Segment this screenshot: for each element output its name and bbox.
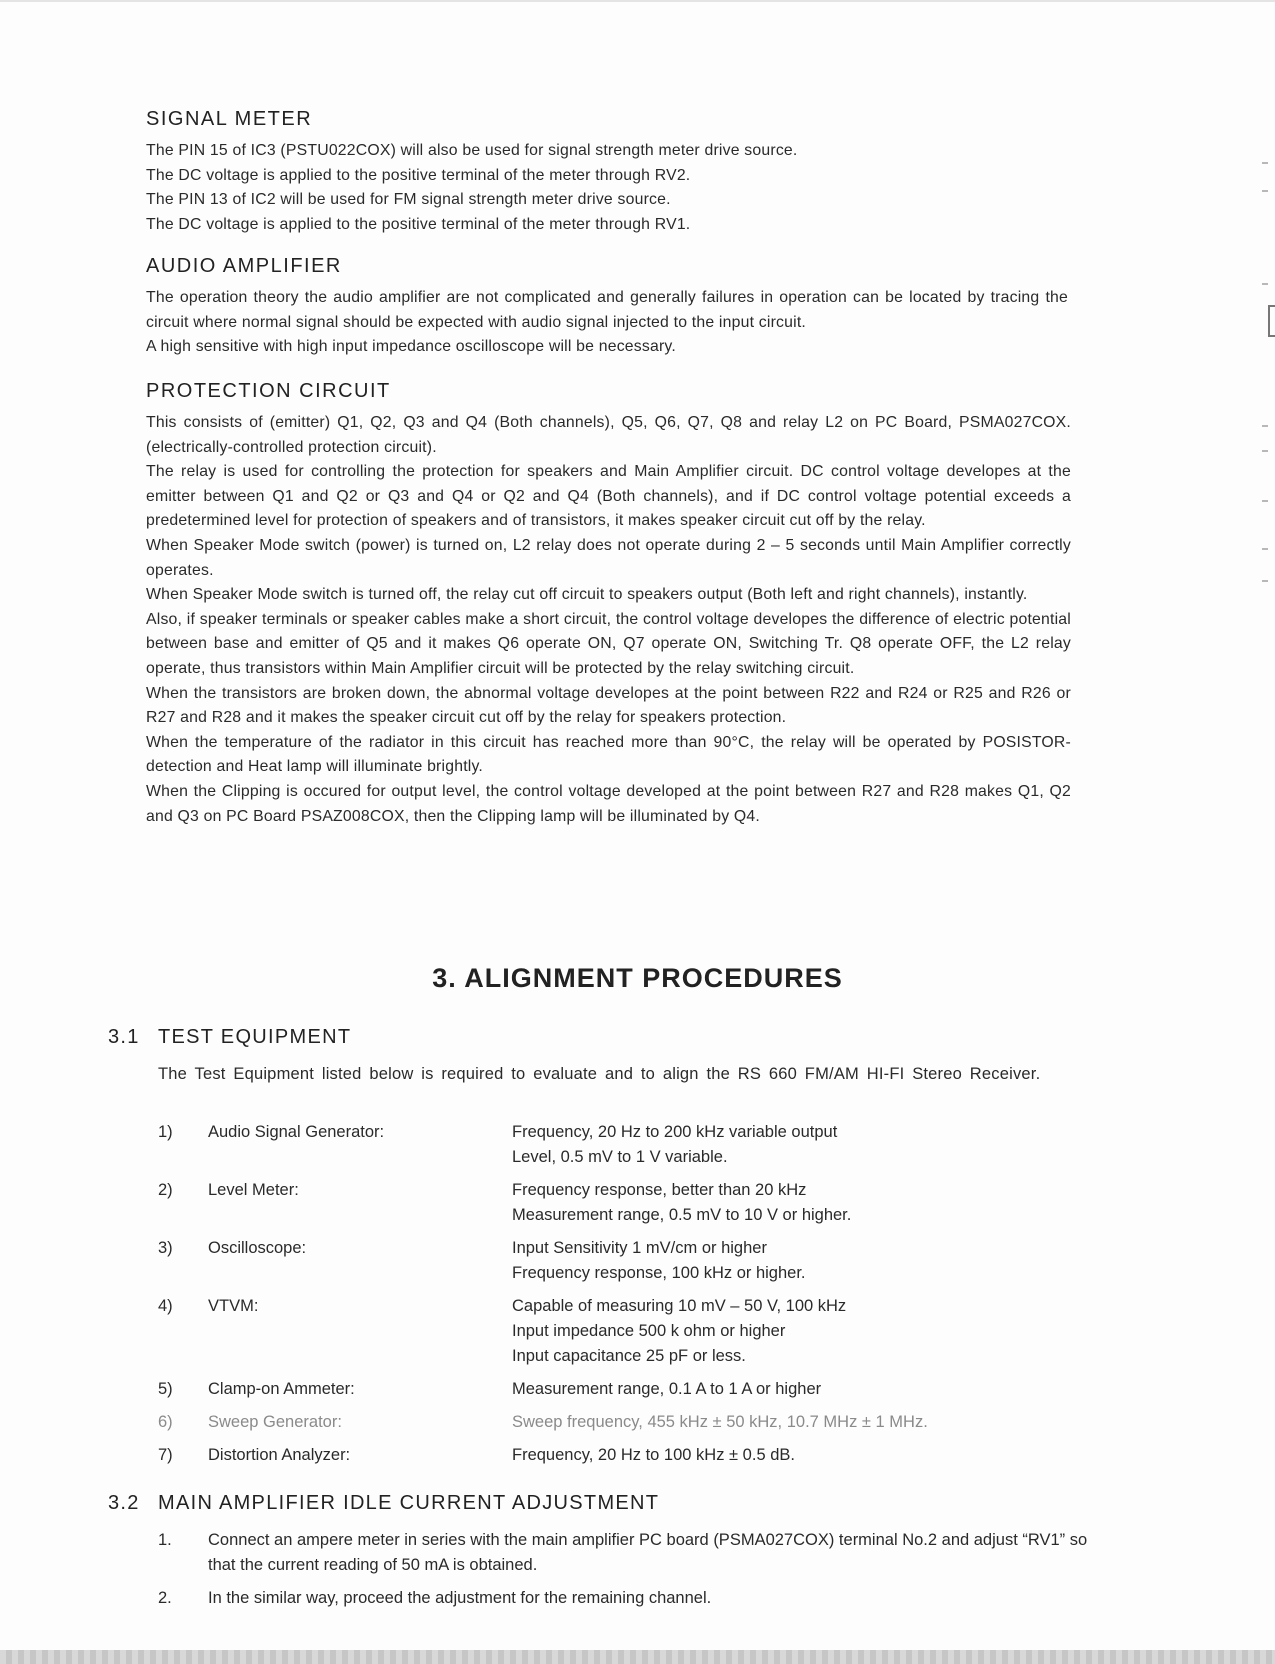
scan-bottom-edge <box>0 1650 1275 1664</box>
item-name: Level Meter: <box>208 1181 299 1199</box>
protection-paragraph: When Speaker Mode switch is turned off, the relay cut off circuit to speakers output (Both left and right channels), instantly. <box>146 586 1028 604</box>
margin-bracket <box>1268 305 1275 337</box>
procedure-step <box>158 1528 1088 1578</box>
item-index: 2) <box>158 1181 173 1199</box>
equipment-list <box>158 1120 1058 1476</box>
audio-amplifier-section <box>146 255 1068 360</box>
equipment-item <box>158 1120 1058 1170</box>
step-index: 1. <box>158 1531 172 1549</box>
equipment-item <box>158 1178 1058 1228</box>
item-name: Distortion Analyzer: <box>208 1446 351 1464</box>
item-name: VTVM: <box>208 1297 259 1315</box>
item-spec: Frequency, 20 Hz to 100 kHz ± 0.5 dB. <box>512 1446 795 1464</box>
scan-mark <box>1262 548 1268 550</box>
test-equipment-heading <box>108 1026 351 1049</box>
item-spec: Input capacitance 25 pF or less. <box>512 1347 746 1365</box>
scan-mark <box>1262 190 1268 192</box>
equipment-item <box>158 1410 1058 1435</box>
scan-mark <box>1262 283 1268 285</box>
item-spec: Level, 0.5 mV to 1 V variable. <box>512 1148 728 1166</box>
item-spec: Sweep frequency, 455 kHz ± 50 kHz, 10.7 MHz ± 1 MHz. <box>512 1413 928 1431</box>
item-name: Sweep Generator: <box>208 1413 342 1431</box>
signal-meter-line: The PIN 13 of IC2 will be used for FM signal strength meter drive source. <box>146 191 671 209</box>
equipment-item <box>158 1443 1058 1468</box>
protection-paragraph: Also, if speaker terminals or speaker cables make a short circuit, the control voltage developes the difference of electric potential between base and emitter of Q5 and it makes Q6 operate ON, Q7 operate ON, Switching Tr. Q8 operate OFF, the L2 relay operate, thus transistors within Main Amplifier circuit will be protected by the relay switching circuit. <box>146 610 1071 677</box>
item-name: Audio Signal Generator: <box>208 1123 385 1141</box>
item-index: 6) <box>158 1413 173 1431</box>
signal-meter-line: The DC voltage is applied to the positive terminal of the meter through RV2. <box>146 166 691 184</box>
section-number: 3.1 <box>108 1026 140 1048</box>
item-index: 7) <box>158 1446 173 1464</box>
audio-amplifier-paragraph: A high sensitive with high input impedance oscilloscope will be necessary. <box>146 338 676 356</box>
protection-paragraph: When the transistors are broken down, the abnormal voltage developes at the point between R22 and R24 or R25 and R26 or R27 and R28 and it makes the speaker circuit cut off by the relay for speakers protection. <box>146 684 1071 727</box>
item-spec: Measurement range, 0.5 mV to 10 V or higher. <box>512 1206 852 1224</box>
item-index: 1) <box>158 1123 173 1141</box>
step-text: In the similar way, proceed the adjustment for the remaining channel. <box>208 1589 712 1607</box>
idle-current-heading <box>108 1492 659 1515</box>
audio-amplifier-heading: AUDIO AMPLIFIER <box>146 255 342 277</box>
item-name: Clamp-on Ammeter: <box>208 1380 355 1398</box>
signal-meter-section <box>146 108 1146 237</box>
protection-paragraph: The relay is used for controlling the protection for speakers and Main Amplifier circuit. DC control voltage developes at the emitter between Q1 and Q2 or Q3 and Q4 or Q2 and Q4 (Both channels), and if DC control voltage potential exceeds a predetermined level for protection of speakers and of transistors, it makes speaker circuit cut off by the relay. <box>146 463 1071 530</box>
signal-meter-line: The PIN 15 of IC3 (PSTU022COX) will also be used for signal strength meter drive source. <box>146 142 798 159</box>
protection-paragraph: When Speaker Mode switch (power) is turned on, L2 relay does not operate during 2 – 5 seconds until Main Amplifier correctly operates. <box>146 536 1071 579</box>
item-spec: Input impedance 500 k ohm or higher <box>512 1322 786 1340</box>
signal-meter-line: The DC voltage is applied to the positive terminal of the meter through RV1. <box>146 215 691 233</box>
scan-mark <box>1262 580 1268 582</box>
item-spec: Frequency response, 100 kHz or higher. <box>512 1264 806 1282</box>
idle-current-steps <box>158 1528 1088 1619</box>
scan-top-edge <box>0 0 1275 2</box>
test-equipment-intro: The Test Equipment listed below is required to evaluate and to align the RS 660 FM/AM HI-FI Stereo Receiver. <box>158 1065 1041 1083</box>
procedure-step <box>158 1586 1088 1611</box>
chapter-title: 3. ALIGNMENT PROCEDURES <box>432 963 843 993</box>
equipment-item <box>158 1377 1058 1402</box>
audio-amplifier-paragraph: The operation theory the audio amplifier are not complicated and generally failures in operation can be located by tracing the circuit where normal signal should be expected with audio signal injected to the input circuit. <box>146 289 1068 331</box>
step-text: Connect an ampere meter in series with the main amplifier PC board (PSMA027COX) terminal No.2 and adjust “RV1” so that the current reading of 50 mA is obtained. <box>208 1531 1088 1574</box>
section-title: MAIN AMPLIFIER IDLE CURRENT ADJUSTMENT <box>158 1492 660 1514</box>
section-number: 3.2 <box>108 1492 140 1514</box>
signal-meter-heading: SIGNAL METER <box>146 108 313 130</box>
protection-paragraph: This consists of (emitter) Q1, Q2, Q3 and Q4 (Both channels), Q5, Q6, Q7, Q8 and relay L2 on PC Board, PSMA027COX. (electrically-controlled protection circuit). <box>146 414 1071 456</box>
item-spec: Capable of measuring 10 mV – 50 V, 100 kHz <box>512 1297 847 1315</box>
item-spec: Frequency, 20 Hz to 200 kHz variable output <box>512 1123 838 1141</box>
protection-paragraph: When the Clipping is occured for output level, the control voltage developed at the point between R27 and R28 makes Q1, Q2 and Q3 on PC Board PSAZ008COX, then the Clipping lamp will be illuminated by Q4. <box>146 782 1071 825</box>
item-spec: Frequency response, better than 20 kHz <box>512 1181 807 1199</box>
scan-mark <box>1262 500 1268 502</box>
equipment-item <box>158 1294 1058 1369</box>
step-index: 2. <box>158 1589 172 1607</box>
scan-mark <box>1262 162 1268 164</box>
item-index: 4) <box>158 1297 173 1315</box>
section-title: TEST EQUIPMENT <box>158 1026 352 1048</box>
item-index: 3) <box>158 1239 173 1257</box>
protection-paragraph: When the temperature of the radiator in this circuit has reached more than 90°C, the relay will be operated by POSISTOR-detection and Heat lamp will illuminate brightly. <box>146 733 1071 776</box>
protection-circuit-section <box>146 380 1071 829</box>
item-index: 5) <box>158 1380 173 1398</box>
protection-circuit-heading: PROTECTION CIRCUIT <box>146 380 391 402</box>
item-spec: Input Sensitivity 1 mV/cm or higher <box>512 1239 767 1257</box>
scan-mark <box>1262 450 1268 452</box>
scan-mark <box>1262 425 1268 427</box>
item-name: Oscilloscope: <box>208 1239 307 1257</box>
item-spec: Measurement range, 0.1 A to 1 A or higher <box>512 1380 822 1398</box>
equipment-item <box>158 1236 1058 1286</box>
